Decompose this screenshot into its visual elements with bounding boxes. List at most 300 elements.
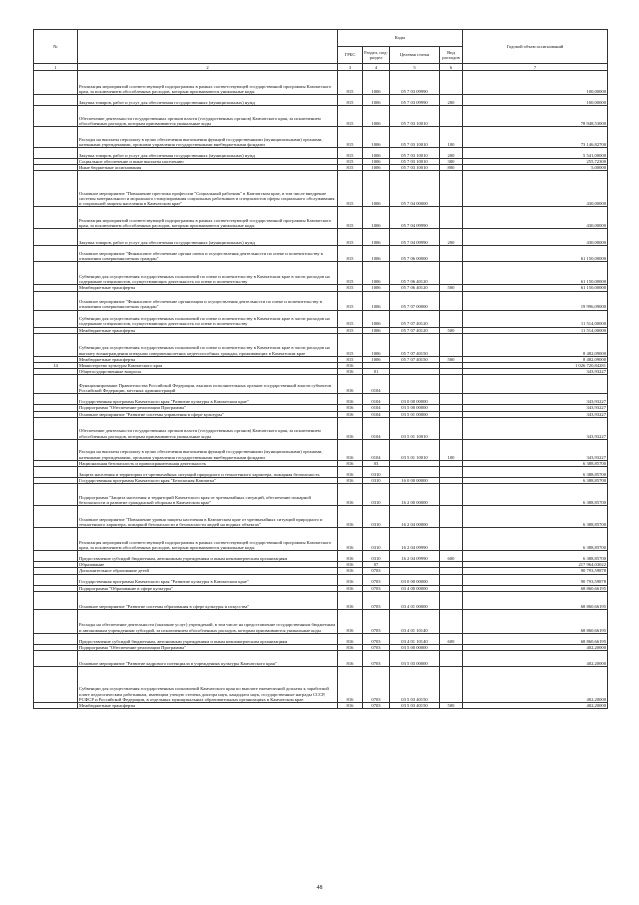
- row-section: 1006: [363, 171, 390, 207]
- row-amount: 255,72300: [463, 159, 608, 165]
- row-type: 500: [440, 327, 463, 333]
- row-number: 14: [34, 363, 78, 369]
- row-section: 1006: [363, 310, 390, 327]
- row-description: Межбюджетные трансферты: [78, 356, 338, 362]
- row-number: [34, 246, 78, 262]
- row-amount: 61 150,00000: [463, 246, 608, 262]
- row-grbs: 815: [338, 356, 363, 362]
- row-description: Национальная безопасность и правоохранительная деятельность: [78, 460, 338, 466]
- row-description: Субвенции для осуществления государственных полномочий по опеке и попечительству в Камчатском крае в части расходов на выплату вознаграждения опекунам совершеннолетних недееспособных граждан, проживающих в Камчатском крае: [78, 333, 338, 356]
- row-grbs: 815: [338, 246, 363, 262]
- table-row: [34, 127, 608, 148]
- row-section: 1006: [363, 291, 390, 310]
- row-type: [440, 375, 463, 394]
- row-number: [34, 506, 78, 528]
- table-row: [34, 439, 608, 460]
- row-type: [440, 333, 463, 356]
- row-number: [34, 633, 78, 644]
- row-grbs: 815: [338, 333, 363, 356]
- row-article: 05 7 03 10010: [390, 106, 440, 127]
- table-body: [34, 71, 608, 709]
- row-article: 03 0 00 00000: [390, 574, 440, 585]
- row-amount: 6 388,85700: [463, 467, 608, 478]
- row-amount: 1 026 720,84281: [463, 363, 608, 369]
- col-number: 3: [338, 64, 363, 71]
- row-description: Закупка товаров, работ и услуг для обеспечения государственных (муниципальных) нужд: [78, 229, 338, 246]
- row-type: [440, 394, 463, 405]
- row-description: Закупка товаров, работ и услуг для обеспечения государственных (муниципальных) нужд: [78, 148, 338, 159]
- row-description: Реализация мероприятий соответствующей подпрограммы в рамках соответствующей государственной программы Камчатского края, за исключением обособленных расходов, которым присваиваются уникальные коды: [78, 71, 338, 95]
- row-type: [440, 207, 463, 229]
- row-article: 05 7 04 00000: [390, 171, 440, 207]
- row-amount: 78 948,53000: [463, 106, 608, 127]
- row-grbs: 816: [338, 484, 363, 506]
- table-row: [34, 667, 608, 703]
- row-section: 07: [363, 562, 390, 568]
- row-section: 0703: [363, 585, 390, 591]
- row-amount: 8 482,09000: [463, 356, 608, 362]
- row-article: 16 2 04 09990: [390, 551, 440, 562]
- row-grbs: 816: [338, 417, 363, 439]
- row-type: 500: [440, 703, 463, 709]
- row-number: [34, 703, 78, 709]
- row-type: 200: [440, 229, 463, 246]
- col-section-header: Раздел, под-раздел: [363, 47, 390, 64]
- row-section: 0703: [363, 667, 390, 703]
- row-type: [440, 106, 463, 127]
- row-amount: 100,00000: [463, 95, 608, 106]
- row-description: Субвенции для осуществления государственных полномочий по опеке и попечительству в Камчатском крае в части расходов на содержание специалистов, осуществляющих деятельность по опеке и попечительству: [78, 262, 338, 285]
- row-description: Расходы на выплаты персоналу в целях обеспечения выполнения функций государственными (муниципальными) органами, казенными учреждениями, органами управления государственными внебюджетными фондами: [78, 439, 338, 460]
- table-row: [34, 246, 608, 262]
- table-row: [34, 528, 608, 551]
- row-amount: [463, 375, 608, 394]
- table-row: [34, 591, 608, 609]
- row-number: [34, 667, 78, 703]
- row-section: 0703: [363, 703, 390, 709]
- row-description: Межбюджетные трансферты: [78, 327, 338, 333]
- row-section: 1006: [363, 262, 390, 285]
- row-article: 05 7 03 10010: [390, 165, 440, 171]
- col-number: 2: [78, 64, 338, 71]
- row-description: Предоставление субсидий бюджетным, автономным учреждениям и иным некоммерческим организациям: [78, 633, 338, 644]
- row-type: 500: [440, 285, 463, 291]
- col-article-header: Целевая статья: [390, 47, 440, 64]
- row-grbs: 816: [338, 551, 363, 562]
- row-amount: 68 860,66195: [463, 591, 608, 609]
- row-article: 05 7 03 10010: [390, 159, 440, 165]
- row-section: 0310: [363, 484, 390, 506]
- row-section: 0703: [363, 591, 390, 609]
- row-grbs: 815: [338, 327, 363, 333]
- row-section: 0104: [363, 405, 390, 411]
- row-grbs: 815: [338, 285, 363, 291]
- row-description: Государственная программа Камчатского края "Развитие культуры в Камчатском крае": [78, 394, 338, 405]
- table-row: [34, 71, 608, 95]
- row-section: 0310: [363, 528, 390, 551]
- row-grbs: 816: [338, 568, 363, 574]
- row-grbs: 815: [338, 148, 363, 159]
- row-grbs: 815: [338, 262, 363, 285]
- row-article: 03 4 01 00000: [390, 591, 440, 609]
- row-section: 1006: [363, 148, 390, 159]
- row-description: Подпрограмма "Образование в сфере культуры": [78, 585, 338, 591]
- row-number: [34, 651, 78, 667]
- row-description: Межбюджетные трансферты: [78, 285, 338, 291]
- row-amount: 100,00000: [463, 71, 608, 95]
- table-row: [34, 574, 608, 585]
- row-grbs: 816: [338, 609, 363, 633]
- row-description: Социальное обеспечение и иные выплаты населению: [78, 159, 338, 165]
- row-amount: 11 514,00000: [463, 327, 608, 333]
- budget-page: [33, 29, 607, 709]
- row-section: 1006: [363, 356, 390, 362]
- row-article: 16 2 04 00000: [390, 506, 440, 528]
- row-section: 1006: [363, 285, 390, 291]
- row-description: Основное мероприятие "Повышение уровня защиты населения в Камчатском крае от чрезвычайных ситуаций природного и техногенного характера, пожарной безопасности и безопасности людей на водных объектах": [78, 506, 338, 528]
- row-number: [34, 528, 78, 551]
- row-grbs: 816: [338, 439, 363, 460]
- row-amount: 68 860,66195: [463, 633, 608, 644]
- row-amount: 402,20000: [463, 703, 608, 709]
- column-number-row: [34, 64, 608, 71]
- row-article: 16 2 00 00000: [390, 484, 440, 506]
- row-grbs: 816: [338, 667, 363, 703]
- table-row: [34, 394, 608, 405]
- row-article: [390, 375, 440, 394]
- row-amount: 73 146,82700: [463, 127, 608, 148]
- row-description: Подпрограмма "Обеспечение реализации Программы": [78, 405, 338, 411]
- row-amount: 6 388,85700: [463, 478, 608, 484]
- row-amount: 6 388,85700: [463, 484, 608, 506]
- row-section: 0703: [363, 633, 390, 644]
- row-number: [34, 127, 78, 148]
- table-row: [34, 171, 608, 207]
- row-grbs: 815: [338, 106, 363, 127]
- row-description: Функционирование Правительства Российской Федерации, высших исполнительных органов государственной власти субъектов Российской Федерации, местных администраций: [78, 375, 338, 394]
- row-description: Государственная программа Камчатского края "Развитие культуры в Камчатском крае": [78, 574, 338, 585]
- row-amount: 343,93227: [463, 411, 608, 417]
- row-description: Обеспечение деятельности государственных органов власти (государственных органов) Камчатского края, за исключением обособленных расходов, которым присваиваются уникальные коды: [78, 417, 338, 439]
- row-section: 0104: [363, 411, 390, 417]
- col-number: 7: [463, 64, 608, 71]
- row-type: 800: [440, 165, 463, 171]
- row-article: 05 7 03 10010: [390, 148, 440, 159]
- table-row: [34, 703, 608, 709]
- row-description: Основное мероприятие "Развитие системы образования в сфере культуры и искусства": [78, 591, 338, 609]
- row-type: [440, 574, 463, 585]
- row-number: [34, 310, 78, 327]
- row-article: 05 7 06 40120: [390, 262, 440, 285]
- row-type: 100: [440, 127, 463, 148]
- row-description: Реализация мероприятий соответствующей подпрограммы в рамках соответствующей государственной программы Камчатского края, за исключением обособленных расходов, которым присваиваются уникальные коды: [78, 528, 338, 551]
- row-amount: 402,20000: [463, 667, 608, 703]
- row-grbs: 816: [338, 411, 363, 417]
- row-amount: 90 793,59878: [463, 568, 608, 574]
- row-grbs: 815: [338, 95, 363, 106]
- row-amount: 343,93227: [463, 394, 608, 405]
- row-article: 05 7 07 40150: [390, 356, 440, 362]
- row-section: 1006: [363, 327, 390, 333]
- table-row: [34, 506, 608, 528]
- row-number: [34, 148, 78, 159]
- row-article: 03 5 01 00000: [390, 411, 440, 417]
- row-grbs: 816: [338, 405, 363, 411]
- page-number: 48: [316, 885, 323, 891]
- row-number: [34, 106, 78, 127]
- row-description: Основное мероприятие "Финансовое обеспечение организации и осуществления деятельности по опеке и попечительству в отношении совершеннолетних граждан": [78, 291, 338, 310]
- row-description: Основное мероприятие "Повышение престижа профессии "Социальный работник" в Камчатском крае, в том числе внедрение системы материального и морального стимулирования социальных работников и специалистов сферы социального обслуживания и социальной защиты населения в Камчатском крае": [78, 171, 338, 207]
- row-article: 05 7 04 09990: [390, 207, 440, 229]
- row-grbs: 815: [338, 165, 363, 171]
- row-description: Иные бюджетные ассигнования: [78, 165, 338, 171]
- row-amount: 5 541,00000: [463, 148, 608, 159]
- row-grbs: 816: [338, 369, 363, 375]
- row-grbs: 816: [338, 467, 363, 478]
- row-number: [34, 551, 78, 562]
- row-type: [440, 262, 463, 285]
- col-number: 1: [34, 64, 78, 71]
- row-article: 03 5 01 10010: [390, 439, 440, 460]
- row-number: [34, 71, 78, 95]
- row-amount: 430,00000: [463, 207, 608, 229]
- col-num-header: №: [34, 30, 78, 64]
- row-type: 200: [440, 148, 463, 159]
- row-article: 05 7 07 40120: [390, 310, 440, 327]
- col-desc-header: [78, 30, 338, 64]
- row-description: Расходы на обеспечение деятельности (оказание услуг) учреждений, в том числе на предоставление государственным бюджетным и автономным учреждениям субсидий, за исключением обособленных расходов, которым присваиваются уникальные коды: [78, 609, 338, 633]
- row-number: [34, 394, 78, 405]
- row-grbs: 816: [338, 394, 363, 405]
- row-article: 05 7 07 40120: [390, 327, 440, 333]
- row-article: 03 5 03 40150: [390, 703, 440, 709]
- row-number: [34, 417, 78, 439]
- table-row: [34, 95, 608, 106]
- row-article: 03 4 01 10140: [390, 633, 440, 644]
- row-article: 03 0 00 00000: [390, 394, 440, 405]
- row-article: 05 7 03 10010: [390, 127, 440, 148]
- row-amount: 402,20000: [463, 644, 608, 650]
- row-grbs: 815: [338, 159, 363, 165]
- row-amount: 343,93227: [463, 439, 608, 460]
- row-amount: 90 793,59878: [463, 574, 608, 585]
- col-grbs-header: ГРБС: [338, 47, 363, 64]
- row-type: [440, 171, 463, 207]
- col-type-header: Вид расходов: [440, 47, 463, 64]
- row-amount: 6 388,85700: [463, 506, 608, 528]
- row-article: 16 2 04 09990: [390, 528, 440, 551]
- row-description: Основное мероприятие "Развитие системы управления в сфере культуры": [78, 411, 338, 417]
- row-number: [34, 229, 78, 246]
- row-description: Субвенции для осуществления государственных полномочий Камчатского края по выплате ежемесячной доплаты к заработной плате педагогическим работникам, имеющим ученую степень доктора наук, кандидата наук, государственные награды СССР, РСФСР и Российской Федерации, в отдельных муниципальных образовательных организациях в Камчатском крае: [78, 667, 338, 703]
- row-amount: 6 388,85700: [463, 528, 608, 551]
- row-article: 05 7 04 09990: [390, 229, 440, 246]
- row-section: 1006: [363, 165, 390, 171]
- row-article: 05 7 06 40120: [390, 285, 440, 291]
- row-description: Закупка товаров, работ и услуг для обеспечения государственных (муниципальных) нужд: [78, 95, 338, 106]
- table-row: [34, 651, 608, 667]
- row-article: 03 4 01 10140: [390, 609, 440, 633]
- table-row: [34, 229, 608, 246]
- row-grbs: 815: [338, 127, 363, 148]
- row-section: 1006: [363, 71, 390, 95]
- col-number: 6: [440, 64, 463, 71]
- row-type: [440, 506, 463, 528]
- row-section: 0104: [363, 375, 390, 394]
- row-amount: 61 150,00000: [463, 285, 608, 291]
- row-number: [34, 484, 78, 506]
- row-grbs: 816: [338, 633, 363, 644]
- row-article: 05 7 03 09990: [390, 71, 440, 95]
- row-grbs: 816: [338, 651, 363, 667]
- row-section: 0310: [363, 551, 390, 562]
- row-description: Образование: [78, 562, 338, 568]
- row-section: 0310: [363, 478, 390, 484]
- row-number: [34, 375, 78, 394]
- row-type: [440, 591, 463, 609]
- row-amount: 68 860,66195: [463, 609, 608, 633]
- row-grbs: 816: [338, 375, 363, 394]
- row-type: [440, 310, 463, 327]
- row-amount: 343,93227: [463, 417, 608, 439]
- row-section: 03: [363, 460, 390, 466]
- row-amount: 11 514,00000: [463, 310, 608, 327]
- row-section: 1006: [363, 229, 390, 246]
- row-description: Подпрограмма "Защита населения и территорий Камчатского края от чрезвычайных ситуаций, обеспечение пожарной безопасности и развитие гражданской обороны в Камчатском крае": [78, 484, 338, 506]
- row-article: [390, 467, 440, 478]
- row-section: 0310: [363, 506, 390, 528]
- row-amount: 217 964,03022: [463, 562, 608, 568]
- row-section: 0104: [363, 394, 390, 405]
- row-number: [34, 574, 78, 585]
- col-number: 4: [363, 64, 390, 71]
- row-grbs: 815: [338, 310, 363, 327]
- row-section: 0703: [363, 609, 390, 633]
- row-type: [440, 528, 463, 551]
- table-row: [34, 633, 608, 644]
- row-grbs: 816: [338, 478, 363, 484]
- row-section: 01: [363, 369, 390, 375]
- row-description: Реализация мероприятий соответствующей подпрограммы в рамках соответствующей государственной программы Камчатского края, за исключением обособленных расходов, которым присваиваются уникальные коды: [78, 207, 338, 229]
- row-section: 1006: [363, 333, 390, 356]
- row-description: Предоставление субсидий бюджетным, автономным учреждениям и иным некоммерческим организациям: [78, 551, 338, 562]
- codes-header: Коды: [338, 30, 463, 47]
- table-row: [34, 106, 608, 127]
- row-grbs: 816: [338, 644, 363, 650]
- row-section: 0104: [363, 439, 390, 460]
- row-grbs: 816: [338, 460, 363, 466]
- row-section: 1006: [363, 127, 390, 148]
- row-type: [440, 291, 463, 310]
- row-type: 600: [440, 633, 463, 644]
- table-row: [34, 375, 608, 394]
- row-type: 200: [440, 95, 463, 106]
- row-section: 1006: [363, 207, 390, 229]
- row-description: Министерство культуры Камчатского края: [78, 363, 338, 369]
- row-type: [440, 484, 463, 506]
- row-article: 05 7 03 09990: [390, 95, 440, 106]
- row-number: [34, 333, 78, 356]
- row-type: 500: [440, 356, 463, 362]
- row-grbs: 816: [338, 703, 363, 709]
- table-row: [34, 310, 608, 327]
- row-article: 05 7 07 00000: [390, 291, 440, 310]
- table-row: [34, 333, 608, 356]
- row-description: Подпрограмма "Обеспечение реализации Программы": [78, 644, 338, 650]
- row-type: [440, 246, 463, 262]
- row-number: [34, 439, 78, 460]
- budget-table: [33, 29, 608, 709]
- row-type: [440, 71, 463, 95]
- table-row: [34, 609, 608, 633]
- row-section: 0703: [363, 651, 390, 667]
- row-grbs: 816: [338, 562, 363, 568]
- row-grbs: 816: [338, 585, 363, 591]
- row-description: Межбюджетные трансферты: [78, 703, 338, 709]
- row-grbs: 816: [338, 574, 363, 585]
- row-type: [440, 417, 463, 439]
- row-grbs: 815: [338, 171, 363, 207]
- row-grbs: 816: [338, 591, 363, 609]
- row-section: 1006: [363, 106, 390, 127]
- row-number: [34, 591, 78, 609]
- row-amount: 6 388,85700: [463, 460, 608, 466]
- row-type: 100: [440, 439, 463, 460]
- row-type: 300: [440, 159, 463, 165]
- row-number: [34, 171, 78, 207]
- row-section: 0703: [363, 574, 390, 585]
- row-description: Дополнительное образование детей: [78, 568, 338, 574]
- row-number: [34, 207, 78, 229]
- row-amount: 343,93227: [463, 369, 608, 375]
- row-amount: 19 996,09000: [463, 291, 608, 310]
- row-amount: 68 860,66195: [463, 585, 608, 591]
- row-section: 0703: [363, 644, 390, 650]
- row-grbs: 815: [338, 71, 363, 95]
- row-grbs: 816: [338, 528, 363, 551]
- row-description: Государственная программа Камчатского края "Безопасная Камчатка": [78, 478, 338, 484]
- row-number: [34, 95, 78, 106]
- row-article: 05 7 07 40150: [390, 333, 440, 356]
- row-number: [34, 291, 78, 310]
- row-article: 03 5 01 10010: [390, 417, 440, 439]
- row-article: 16 0 00 00000: [390, 478, 440, 484]
- table-row: [34, 467, 608, 478]
- row-grbs: 815: [338, 291, 363, 310]
- row-type: 600: [440, 551, 463, 562]
- row-grbs: 815: [338, 207, 363, 229]
- row-description: Основное мероприятие "Развитие кадрового потенциала в учреждениях культуры Камчатского края": [78, 651, 338, 667]
- row-number: [34, 467, 78, 478]
- row-amount: 430,00000: [463, 229, 608, 246]
- row-section: 1006: [363, 95, 390, 106]
- row-description: Общегосударственные вопросы: [78, 369, 338, 375]
- row-grbs: 816: [338, 363, 363, 369]
- row-type: [440, 651, 463, 667]
- row-description: Расходы на выплаты персоналу в целях обеспечения выполнения функций государственными (муниципальными) органами, казенными учреждениями, органами управления государственными внебюджетными фондами: [78, 127, 338, 148]
- row-number: [34, 262, 78, 285]
- row-article: 03 5 03 00000: [390, 651, 440, 667]
- row-article: 05 7 06 00000: [390, 246, 440, 262]
- row-amount: 402,20000: [463, 651, 608, 667]
- row-amount: 5,00000: [463, 165, 608, 171]
- row-amount: 343,93227: [463, 405, 608, 411]
- col-amount-header: Годовой объем ассигнований: [463, 30, 608, 64]
- row-number: [34, 609, 78, 633]
- table-row: [34, 484, 608, 506]
- table-row: [34, 207, 608, 229]
- table-row: [34, 551, 608, 562]
